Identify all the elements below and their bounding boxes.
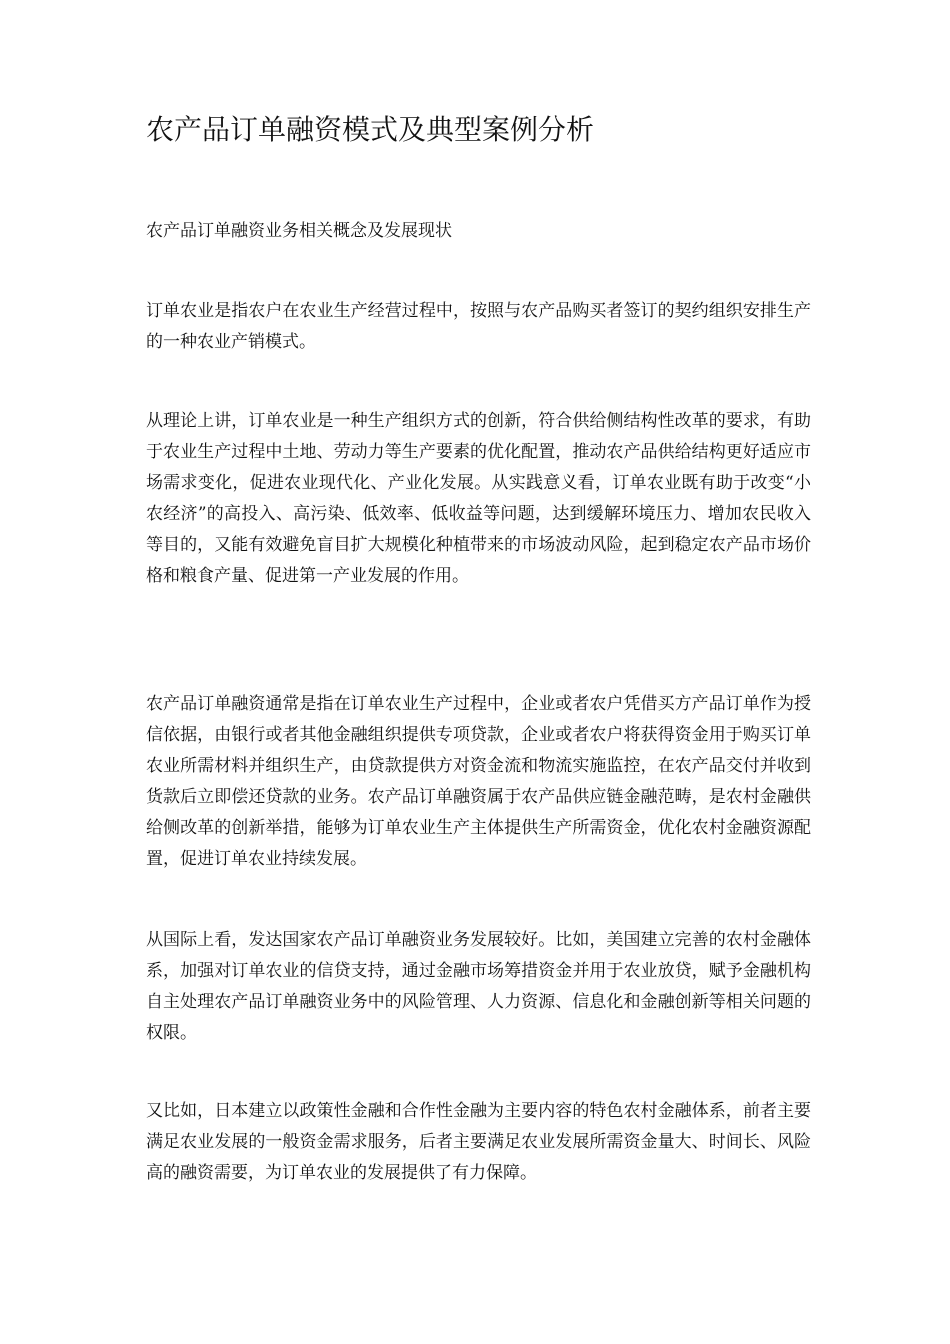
paragraph-1: 订单农业是指农户在农业生产经营过程中，按照与农产品购买者签订的契约组织安排生产的一种农业产销模式。 (146, 301, 811, 352)
paragraph-4: 从国际上看，发达国家农产品订单融资业务发展较好。比如，美国建立完善的农村金融体系，加强对订单农业的信贷支持，通过金融市场筹措资金并用于农业放贷，赋予金融机构自主处理农产品订单融资业务中的风险管理、人力资源、信息化和金融创新等相关问题的权限。 (146, 930, 811, 1043)
document-title: 农产品订单融资模式及典型案例分析 (146, 113, 595, 146)
paragraph-3: 农产品订单融资通常是指在订单农业生产过程中，企业或者农户凭借买方产品订单作为授信依据，由银行或者其他金融组织提供专项贷款，企业或者农户将获得资金用于购买订单农业所需材料并组织生产，由贷款提供方对资金流和物流实施监控，在农产品交付并收到货款后立即偿还贷款的业务。农产品订单融资属于农产品供应链金融范畴，是农村金融供给侧改革的创新举措，能够为订单农业生产主体提供生产所需资金，优化农村金融资源配置，促进订单农业持续发展。 (146, 694, 811, 869)
paragraph-5: 又比如，日本建立以政策性金融和合作性金融为主要内容的特色农村金融体系，前者主要满足农业发展的一般资金需求服务，后者主要满足农业发展所需资金量大、时间长、风险高的融资需要，为订单农业的发展提供了有力保障。 (146, 1101, 811, 1183)
paragraph-2: 从理论上讲，订单农业是一种生产组织方式的创新，符合供给侧结构性改革的要求，有助于农业生产过程中土地、劳动力等生产要素的优化配置，推动农产品供给结构更好适应市场需求变化，促进农业现代化、产业化发展。从实践意义看，订单农业既有助于改变“小农经济”的高投入、高污染、低效率、低收益等问题，达到缓解环境压力、增加农民收入等目的，又能有效避免盲目扩大规模化种植带来的市场波动风险，起到稳定农产品市场价格和粮食产量、促进第一产业发展的作用。 (146, 411, 811, 586)
section-heading: 农产品订单融资业务相关概念及发展现状 (146, 221, 452, 241)
